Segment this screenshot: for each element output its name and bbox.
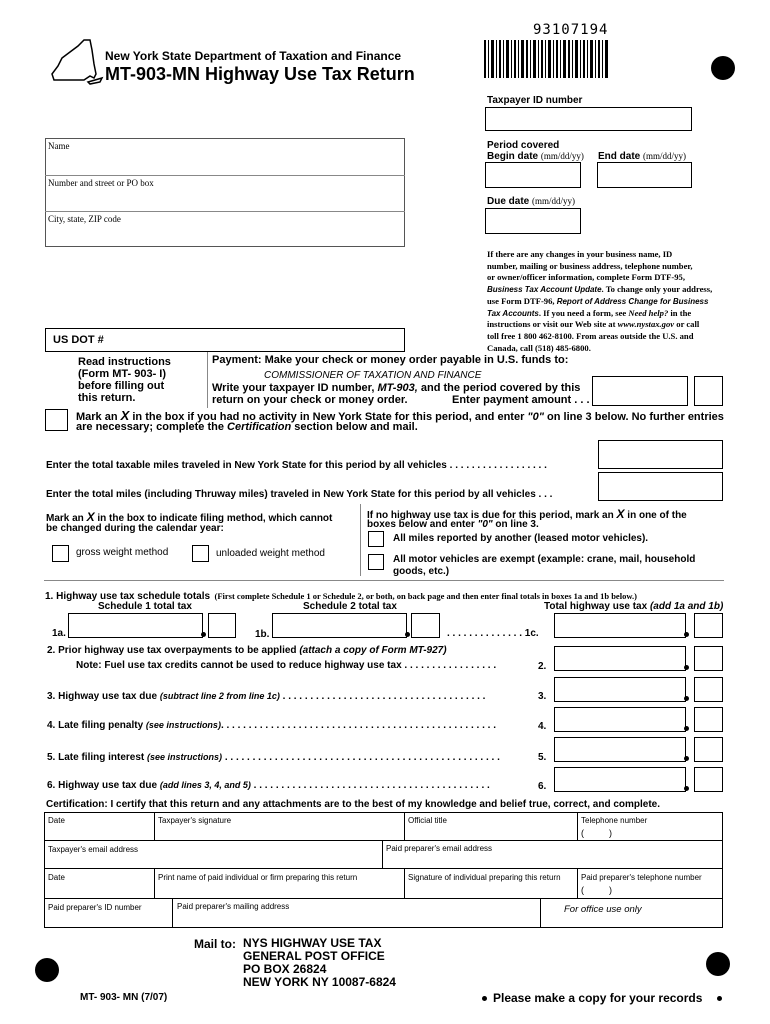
line-5-dollars[interactable] bbox=[554, 737, 686, 762]
registration-mark-top-right bbox=[711, 56, 735, 80]
copy-notice: Please make a copy for your records bbox=[493, 991, 703, 1005]
exempt-vehicles-label-2: goods, etc.) bbox=[393, 566, 450, 577]
begin-date-input[interactable] bbox=[485, 162, 581, 188]
line-6-dollars[interactable] bbox=[554, 767, 686, 792]
payment-write-period: return on your check or money order. bbox=[212, 394, 408, 406]
line-1c-cents[interactable] bbox=[694, 613, 723, 638]
line-4-num: 4. bbox=[538, 721, 547, 732]
form-number-handwritten: 93107194 bbox=[533, 22, 609, 38]
gross-weight-label: gross weight method bbox=[76, 547, 169, 558]
office-use-label: For office use only bbox=[564, 904, 642, 915]
ny-state-logo bbox=[44, 36, 104, 88]
line-2-cents[interactable] bbox=[694, 646, 723, 671]
taxpayer-id-label: Taxpayer ID number bbox=[487, 95, 583, 106]
form-title: MT-903-MN Highway Use Tax Return bbox=[105, 64, 415, 84]
print-name-input[interactable] bbox=[156, 883, 402, 897]
registration-mark-bottom-right bbox=[706, 952, 730, 976]
taxpayer-signature-label: Taxpayer's signature bbox=[158, 816, 232, 825]
line-3-label: 3. Highway use tax due (subtract line 2 from line 1c) . . . . . . . . . . . . . . . . . . . . . . . . . . . . . . . . . . . . . bbox=[47, 691, 486, 702]
total-hut-label: Total highway use tax (add 1a and 1b) bbox=[544, 601, 724, 612]
cert-date-label: Date bbox=[48, 816, 65, 825]
leased-vehicles-label: All miles reported by another (leased motor vehicles). bbox=[393, 533, 649, 544]
mail-to-label: Mail to: bbox=[194, 937, 236, 951]
payment-write-id: Write your taxpayer ID number, MT-903, and the period covered by this bbox=[212, 382, 581, 394]
leased-vehicles-checkbox[interactable] bbox=[368, 531, 384, 547]
begin-date-label: Begin date (mm/dd/yy) bbox=[487, 151, 584, 162]
due-date-label: Due date (mm/dd/yy) bbox=[487, 196, 576, 207]
no-tax-due-text-1: If no highway use tax is due for this period, mark an X in one of the bbox=[367, 507, 687, 521]
cert-date-input[interactable] bbox=[46, 826, 152, 839]
line-5-label: 5. Late filing interest (see instructions) . . . . . . . . . . . . . . . . . . . . . . . . . . . . . . . . . . . . . . . . . . . . . . . . . . bbox=[47, 752, 500, 763]
filing-method-text-1: Mark an X in the box to indicate filing method, which cannot bbox=[46, 510, 333, 524]
street-label: Number and street or PO box bbox=[48, 178, 154, 188]
street-input[interactable] bbox=[46, 189, 404, 210]
official-title-input[interactable] bbox=[406, 826, 575, 839]
period-covered-label: Period covered bbox=[487, 140, 560, 151]
enter-payment-label: Enter payment amount . . . bbox=[452, 394, 590, 406]
line-3-cents[interactable] bbox=[694, 677, 723, 702]
taxpayer-email-label: Taxpayer's email address bbox=[48, 845, 139, 854]
preparer-mailing-input[interactable] bbox=[174, 913, 538, 927]
line-2-label: 2. Prior highway use tax overpayments to be applied (attach a copy of Form MT-927) bbox=[47, 645, 447, 656]
preparer-date-input[interactable] bbox=[46, 883, 152, 897]
taxable-miles-label: Enter the total taxable miles traveled in New York State for this period by all vehicles . . . . . . . . . . . . . . . . . . bbox=[46, 460, 547, 471]
mail-address: NYS HIGHWAY USE TAX GENERAL POST OFFICE PO BOX 26824 NEW YORK NY 10087-6824 bbox=[243, 936, 396, 989]
city-input[interactable] bbox=[46, 225, 404, 246]
line-5-cents[interactable] bbox=[694, 737, 723, 762]
line-2-num: 2. bbox=[538, 661, 547, 672]
line-2-dollars[interactable] bbox=[554, 646, 686, 671]
preparer-id-label: Paid preparer's ID number bbox=[48, 903, 142, 912]
certification-statement: Certification: I certify that this return and any attachments are to the best of my knowledge and belief true, correct, and complete. bbox=[46, 799, 661, 810]
preparer-email-label: Paid preparer's email address bbox=[386, 844, 493, 853]
agency-name: New York State Department of Taxation and Finance bbox=[105, 49, 402, 63]
line-5-num: 5. bbox=[538, 752, 547, 763]
no-activity-text-1: Mark an X in the box if you had no activity in New York State for this period, and enter "0" on line 3 below. No further entries bbox=[76, 408, 724, 423]
line-1a-cents[interactable] bbox=[208, 613, 236, 638]
line-2-note: Note: Fuel use tax credits cannot be used to reduce highway use tax . . . . . . . . . . . . . . . . . bbox=[76, 660, 497, 671]
taxpayer-id-input[interactable] bbox=[485, 107, 692, 131]
registration-mark-bottom-left bbox=[35, 958, 59, 982]
line-1b-label: 1b. bbox=[255, 629, 270, 640]
preparer-id-input[interactable] bbox=[46, 913, 170, 927]
city-label: City, state, ZIP code bbox=[48, 214, 121, 224]
schedule-1-label: Schedule 1 total tax bbox=[98, 601, 192, 612]
line-1c-label: . . . . . . . . . . . . . . 1c. bbox=[447, 628, 539, 639]
preparer-signature-input[interactable] bbox=[406, 883, 575, 897]
exempt-vehicles-label-1: All motor vehicles are exempt (example: crane, mail, household bbox=[393, 554, 696, 565]
official-title-label: Official title bbox=[408, 816, 447, 825]
telephone-label: Telephone number bbox=[581, 816, 648, 825]
filing-method-text-2: be changed during the calendar year: bbox=[46, 523, 224, 534]
line-6-num: 6. bbox=[538, 781, 547, 792]
taxpayer-email-input[interactable] bbox=[46, 854, 380, 867]
schedule-2-label: Schedule 2 total tax bbox=[303, 601, 397, 612]
line-1b-dollars[interactable] bbox=[272, 613, 407, 638]
no-activity-checkbox[interactable] bbox=[45, 409, 68, 431]
read-instructions: Read instructions (Form MT- 903- I) before filling out this return. bbox=[78, 356, 171, 404]
no-activity-text-2: are necessary; complete the Certification section below and mail. bbox=[76, 421, 418, 433]
telephone-input[interactable]: ( ) bbox=[581, 828, 612, 838]
preparer-phone-input[interactable]: ( ) bbox=[581, 885, 612, 895]
line-4-dollars[interactable] bbox=[554, 707, 686, 732]
payment-amount-dollars[interactable] bbox=[592, 376, 688, 406]
line-3-num: 3. bbox=[538, 691, 547, 702]
line-1c-dollars[interactable] bbox=[554, 613, 686, 638]
gross-weight-checkbox[interactable] bbox=[52, 545, 69, 562]
line-1-label: 1. Highway use tax schedule totals (First complete Schedule 1 or Schedule 2, or both, on back page and then enter final totals in boxes 1a and 1b below.) bbox=[45, 591, 637, 602]
line-6-label: 6. Highway use tax due (add lines 3, 4, and 5) . . . . . . . . . . . . . . . . . . . . . . . . . . . . . . . . . . . . . . . . . . . bbox=[47, 780, 490, 791]
total-miles-label: Enter the total miles (including Thruway miles) traveled in New York State for this period by all vehicles . . . bbox=[46, 489, 553, 500]
exempt-vehicles-checkbox[interactable] bbox=[368, 554, 384, 570]
taxable-miles-input[interactable] bbox=[598, 440, 723, 469]
form-id-footer: MT- 903- MN (7/07) bbox=[80, 992, 168, 1003]
line-4-label: 4. Late filing penalty (see instructions). . . . . . . . . . . . . . . . . . . . . . . . . . . . . . . . . . . . . . . . . . . . . . . . . . bbox=[47, 720, 496, 731]
preparer-phone-label: Paid preparer's telephone number bbox=[581, 873, 702, 882]
preparer-signature-label: Signature of individual preparing this return bbox=[408, 873, 561, 882]
line-1a-label: 1a. bbox=[52, 628, 66, 639]
name-label: Name bbox=[48, 141, 70, 151]
preparer-email-input[interactable] bbox=[384, 854, 722, 867]
barcode bbox=[484, 40, 608, 78]
preparer-mailing-label: Paid preparer's mailing address bbox=[177, 902, 290, 911]
line-1b-cents[interactable] bbox=[411, 613, 440, 638]
line-4-cents[interactable] bbox=[694, 707, 723, 732]
line-3-dollars[interactable] bbox=[554, 677, 686, 702]
taxpayer-signature-input[interactable] bbox=[156, 826, 402, 839]
payee-name: COMMISSIONER OF TAXATION AND FINANCE bbox=[264, 370, 482, 381]
end-date-label: End date (mm/dd/yy) bbox=[598, 151, 687, 162]
line-1a-dollars[interactable] bbox=[68, 613, 203, 638]
name-input[interactable] bbox=[46, 152, 404, 174]
payment-instruction: Payment: Make your check or money order payable in U.S. funds to: bbox=[212, 354, 569, 366]
unloaded-weight-label: unloaded weight method bbox=[216, 548, 325, 559]
total-miles-input[interactable] bbox=[598, 472, 723, 501]
line-6-cents[interactable] bbox=[694, 767, 723, 792]
address-change-note: If there are any changes in your business name, ID number, mailing or business address, telephone number, or owner/officer information, complete Form DTF-95, Business Tax Account Update. To change only your address, use Form DTF-96, Report of Address Change for Business Tax Accounts. If you need a form, see Need help? in the instructions or visit our Web site at www.nystax.gov or call toll free 1 800 462-8100. From areas outside the U.S. and Canada, call (518) 485-6800. bbox=[487, 249, 713, 353]
us-dot-label: US DOT # bbox=[53, 334, 104, 346]
preparer-date-label: Date bbox=[48, 873, 65, 882]
due-date-input[interactable] bbox=[485, 208, 581, 234]
no-tax-due-text-2: boxes below and enter "0" on line 3. bbox=[367, 519, 539, 530]
unloaded-weight-checkbox[interactable] bbox=[192, 545, 209, 562]
print-name-label: Print name of paid individual or firm preparing this return bbox=[158, 873, 358, 882]
payment-amount-cents[interactable] bbox=[694, 376, 723, 406]
end-date-input[interactable] bbox=[597, 162, 692, 188]
